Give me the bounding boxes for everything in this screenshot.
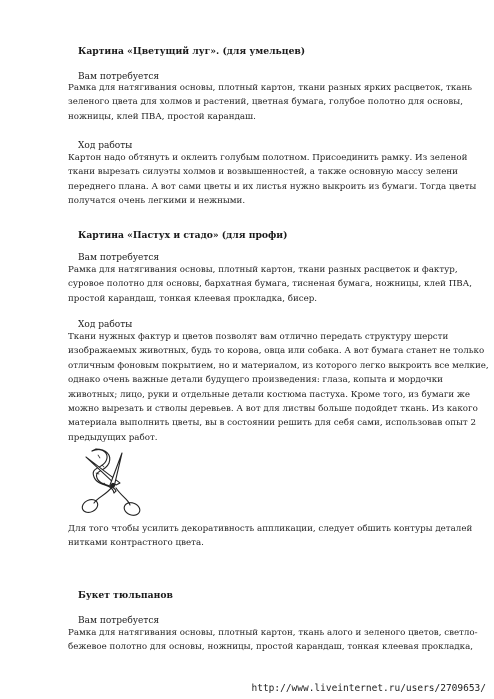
section-title-tulips: Букет тюльпанов [78, 590, 173, 601]
text-line: простой карандаш, тонкая клеевая прокладка, бисер. [68, 293, 318, 304]
text-line: Рамка для натягивания основы, плотный картон, ткани разных ярких расцветок, ткань [68, 83, 472, 93]
text-line: однако очень важные детали будущего произведения: глаза, копыта и мордочки [68, 375, 443, 386]
text-line: ткани вырезать силуэты холмов и возвышенностей, а также основную массу зелени [68, 167, 458, 178]
text-line: Рамка для натягивания основы, плотный картон, ткани разных расцветок и фактур, [68, 265, 458, 275]
work-label: Ход работы [78, 320, 133, 330]
text-line: переднего плана. А вот сами цветы и их листья нужно выкроить из бумаги. Тогда цветы [68, 181, 477, 192]
source-url-watermark: http://www.liveinternet.ru/users/2709653/ [251, 683, 486, 694]
text-line: изображаемых животных, будь то корова, овца или собака. А вот бумага станет не только [68, 346, 485, 357]
section-title-meadow: Картина «Цветущий луг». (для умельцев) [78, 46, 306, 57]
text-line: бежевое полотно для основы, ножницы, простой карандаш, тонкая клеевая прокладка, [68, 642, 474, 653]
materials-paragraph [68, 626, 478, 655]
work-label: Ход работы [78, 141, 133, 151]
materials-label: Вам потребуется [78, 253, 160, 263]
text-line: материала выполнить цветы, вы в состоянии решить для себя сами, использовав опыт 2 [68, 418, 477, 429]
text-line: животных; лицо, руки и отдельные детали костюма пастуха. Кроме того, из бумаги же [68, 389, 471, 400]
text-line: суровое полотно для основы, бархатная бумага, тисненая бумага, ножницы, клей ПВА, [68, 279, 473, 290]
text-line: предыдущих работ. [68, 432, 158, 443]
work-paragraph [68, 330, 489, 445]
work-paragraph [68, 151, 477, 209]
text-line: Картон надо обтянуть и оклеить голубым полотном. Присоединить рамку. Из зеленой [68, 153, 468, 163]
text-line: Ткани нужных фактур и цветов позволят вам отлично передать структуру шерсти [68, 332, 449, 342]
materials-paragraph [68, 263, 473, 306]
text-line: получатся очень легкими и нежными. [68, 196, 246, 207]
tip-paragraph [68, 522, 473, 551]
section-title-shepherd: Картина «Пастух и стадо» (для профи) [78, 230, 288, 241]
text-line: можно вырезать и стволы деревьев. А вот для листвы больше подойдет ткань. Из какого [68, 404, 478, 415]
text-line: Рамка для натягивания основы, плотный картон, ткань алого и зеленого цветов, светло- [68, 628, 478, 638]
scissors-ribbon-icon [72, 445, 148, 517]
text-line: Для того чтобы усилить декоративность аппликации, следует обшить контуры деталей [68, 524, 473, 534]
text-line: отличным фоновым покрытием, но и материалом, из которого легко выкроить все мелкие, [68, 360, 489, 371]
materials-label: Вам потребуется [78, 616, 160, 626]
materials-paragraph [68, 81, 472, 124]
text-line: нитками контрастного цвета. [68, 538, 204, 549]
materials-label: Вам потребуется [78, 72, 160, 82]
text-line: ножницы, клей ПВА, простой карандаш. [68, 111, 256, 122]
text-line: зеленого цвета для холмов и растений, цветная бумага, голубое полотно для основы, [68, 97, 463, 108]
